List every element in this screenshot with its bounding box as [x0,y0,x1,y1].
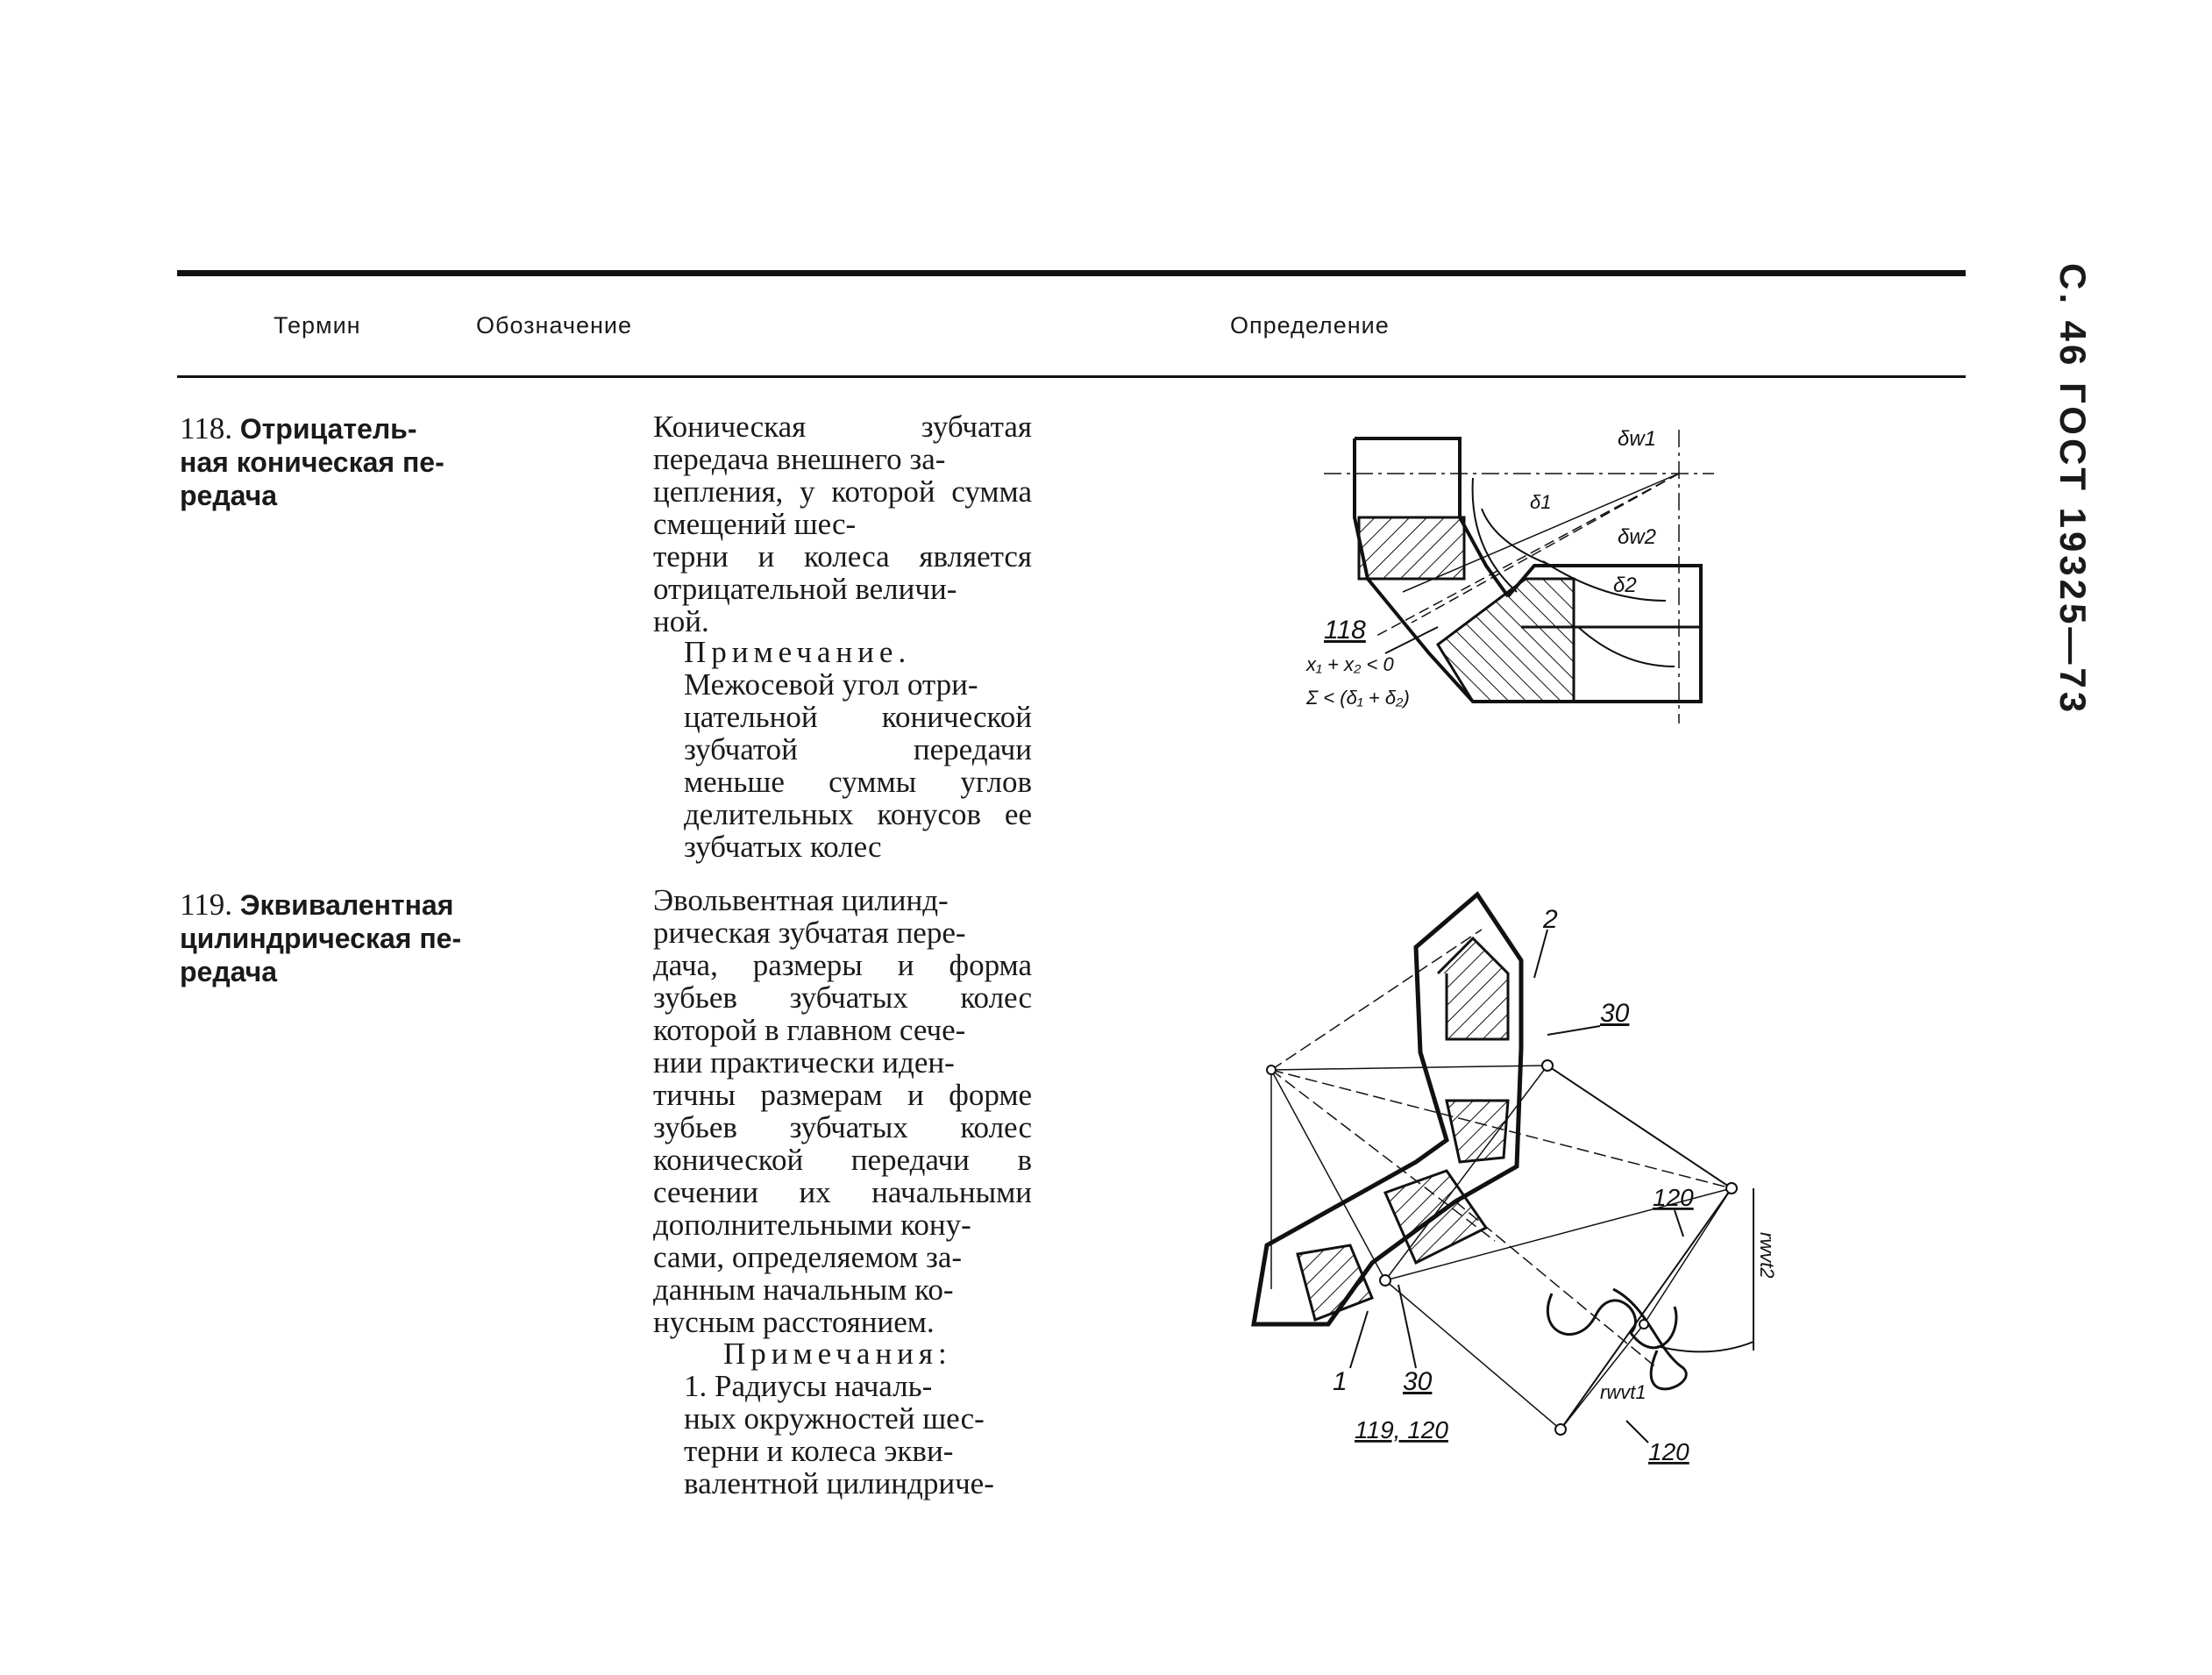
fig119-label-30a: 30 [1600,999,1630,1028]
figure-118 [1271,412,1727,737]
table-header-rule [177,375,1966,378]
fig119-label-rwvt1: rwvt1 [1600,1381,1647,1403]
fig118-label-d2: δ2 [1613,574,1637,597]
term-118-number: 118. [180,411,232,445]
definition-119: Эвольвентная цилинд- рическая зубчатая пере- дача, размеры и форма зубьев зубчатых колес которой в главном сече- нии практически иден- тичны размерам и форме зубьев зубчатых колес конической передачи в сечении их начальными дополнительными кону- сами, определяемом за- данным начальным ко- нусным расстоянием. [653,883,1032,1339]
fig119-label-120b: 120 [1648,1438,1689,1465]
fig119-label-1: 1 [1333,1367,1348,1396]
fig119-label-rwvt2: rwvt2 [1756,1232,1778,1279]
fig119-label-119-120: 119, 120 [1355,1416,1448,1443]
side-header-text: С. 46 ГОСТ 19325—73 [2052,263,2094,716]
note-119-title: Примечания: [723,1336,952,1371]
header-symbol: Обозначение [476,312,632,339]
fig119-label-30b: 30 [1403,1367,1433,1396]
fig118-label-d1: δ1 [1530,491,1552,513]
header-definition: Определение [1230,312,1390,339]
header-term: Термин [274,312,361,339]
page-side-header [2052,263,2104,716]
note-118-text: Межосевой угол отри- цательной конической зубчатой передачи меньше суммы углов делительных конусов ее зубчатых колес [684,667,1032,864]
fig118-cond2: Σ < (δ₁ + δ₂) [1306,687,1410,709]
term-118-name: Отрицатель- ная коническая пе- редача [180,413,445,511]
note-119-text: 1. Радиусы началь- ных окружностей шес- терни и колеса экви- валентной цилиндриче- [684,1369,994,1500]
figure-119 [1245,877,1789,1473]
term-119-number: 119. [180,887,232,922]
fig118-label-dw1: δw1 [1618,427,1657,451]
fig118-ref: 118 [1324,616,1366,645]
fig119-label-2: 2 [1543,905,1558,934]
term-119 [180,888,530,988]
term-118 [180,412,530,512]
fig118-label-dw2: δw2 [1618,525,1657,549]
fig119-label-120a: 120 [1653,1184,1694,1211]
definition-118: Коническая зубчатая передача внешнего за- цепления, у которой сумма смещений шес- терни и колеса является отрицательной величи- ной. [653,410,1032,638]
term-119-name: Эквивалентная цилиндрическая пе- редача [180,889,462,987]
fig118-cond1: x₁ + x₂ < 0 [1306,653,1394,675]
note-118-title: Примечание. [684,635,912,669]
table-top-rule [177,270,1966,276]
